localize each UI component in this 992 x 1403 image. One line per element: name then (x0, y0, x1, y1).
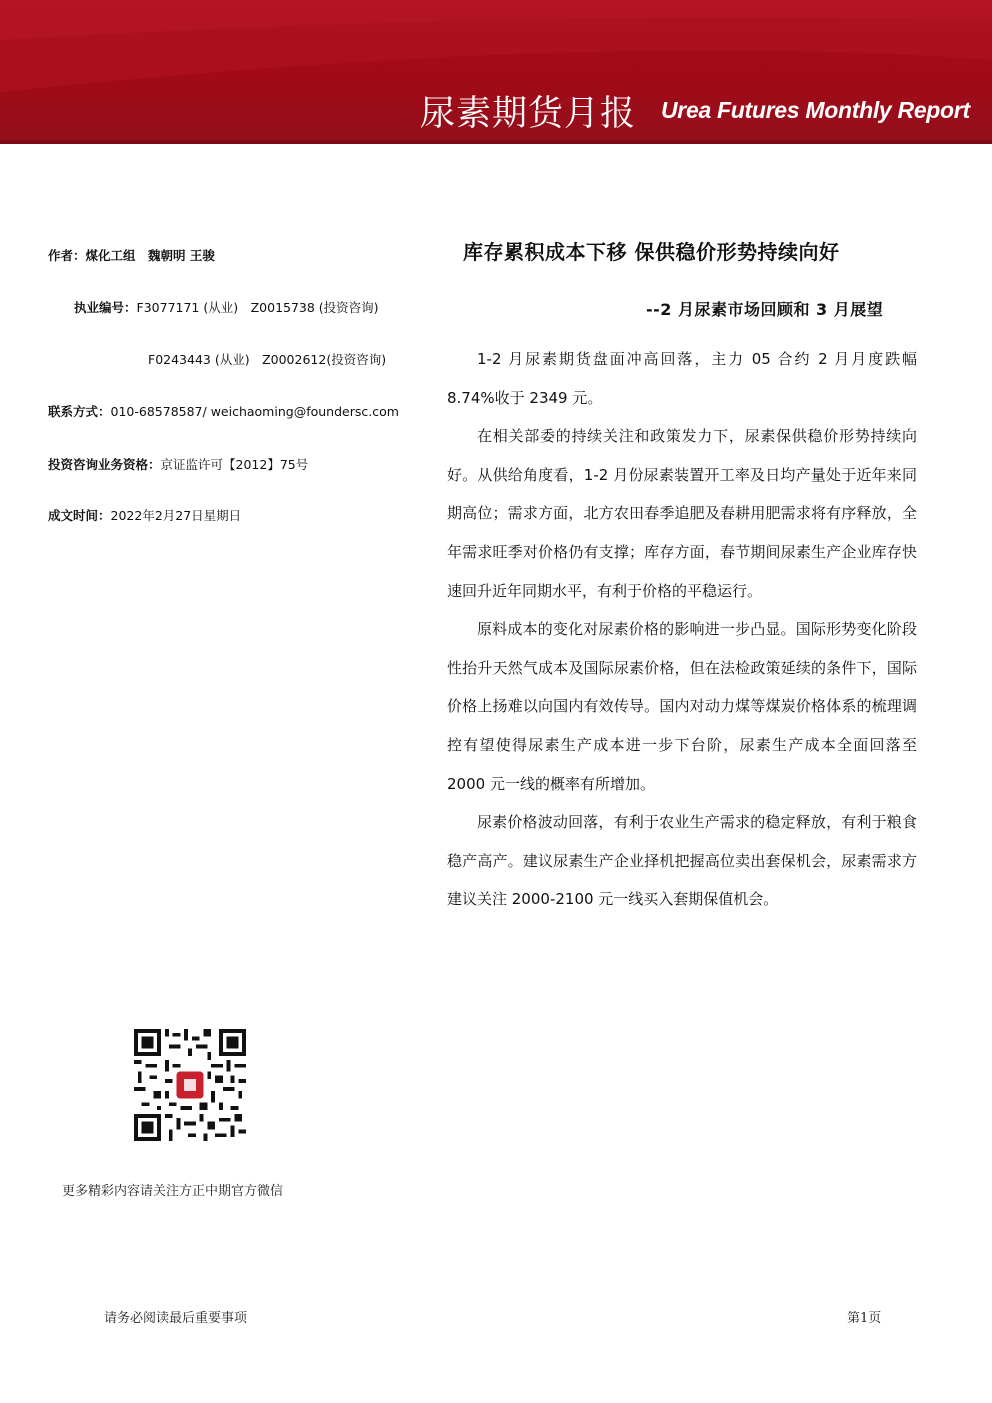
qualification-value: 京证监许可【2012】75号 (160, 457, 309, 472)
date-label: 成文时间： (48, 508, 111, 523)
footer-notice: 请务必阅读最后重要事项 (104, 1311, 248, 1326)
report-title-cn: 尿素期货月报 (420, 94, 637, 134)
article-paragraph: 原料成本的变化对尿素价格的影响进一步凸显。国际形势变化阶段性抬升天然气成本及国际尿素价格，但在法检政策延续的条件下，国际价格上扬难以向国内有效传导。国内对动力煤等煤炭价格体系的梳理调控有望使得尿素生产成本进一步下台阶，尿素生产成本全面回落至 2000 元一线的概率有所增加。 (447, 620, 917, 793)
article-paragraph: 在相关部委的持续关注和政策发力下，尿素保供稳价形势持续向好。从供给角度看，1-2 月份尿素装置开工率及日均产量处于近年来同期高位；需求方面，北方农田春季追肥及春耕用肥需求将有序释放，全年需求旺季对价格仍有支撑；库存方面，春节期间尿素生产企业库存快速回升近年同期水平，有利于价格的平稳运行。 (447, 427, 917, 600)
contact-label: 联系方式： (48, 404, 111, 419)
article-paragraph: 1-2 月尿素期货盘面冲高回落，主力 05 合约 2 月月度跌幅 8.74%收于 2349 元。 (447, 350, 917, 407)
author-label: 作者： (48, 248, 86, 263)
license-line-1 (74, 298, 379, 316)
license-value-2: F0243443 (从业) Z0002612(投资咨询) (148, 352, 387, 367)
qr-code-icon (134, 1029, 246, 1141)
author-value: 煤化工组 魏朝明 王骏 (85, 248, 215, 263)
date-value: 2022年2月27日星期日 (110, 508, 242, 523)
license-value-1: F3077171 (从业) Z0015738 (投资咨询) (136, 300, 379, 315)
qualification-line (48, 455, 308, 473)
contact-value: 010-68578587/ weichaoming@foundersc.com (110, 404, 399, 419)
qr-caption: 更多精彩内容请关注方正中期官方微信 (62, 1184, 284, 1199)
author-line (48, 246, 215, 264)
date-line (48, 506, 241, 524)
banner-divider (0, 140, 992, 144)
qualification-label: 投资咨询业务资格： (48, 457, 161, 472)
article-title: 库存累积成本下移 保供稳价形势持续向好 (463, 240, 840, 264)
page-number: 第1页 (847, 1311, 882, 1326)
article-body (447, 340, 917, 919)
article-paragraph: 尿素价格波动回落，有利于农业生产需求的稳定释放，有利于粮食稳产高产。建议尿素生产企业择机把握高位卖出套保机会，尿素需求方建议关注 2000-2100 元一线买入套期保值机会。 (447, 813, 917, 909)
header-banner (0, 0, 992, 140)
contact-line (48, 402, 399, 420)
article-subtitle: --2 月尿素市场回顾和 3 月展望 (646, 300, 884, 319)
license-line-2 (148, 350, 386, 368)
report-title-en: Urea Futures Monthly Report (661, 97, 970, 123)
license-label: 执业编号： (74, 300, 137, 315)
